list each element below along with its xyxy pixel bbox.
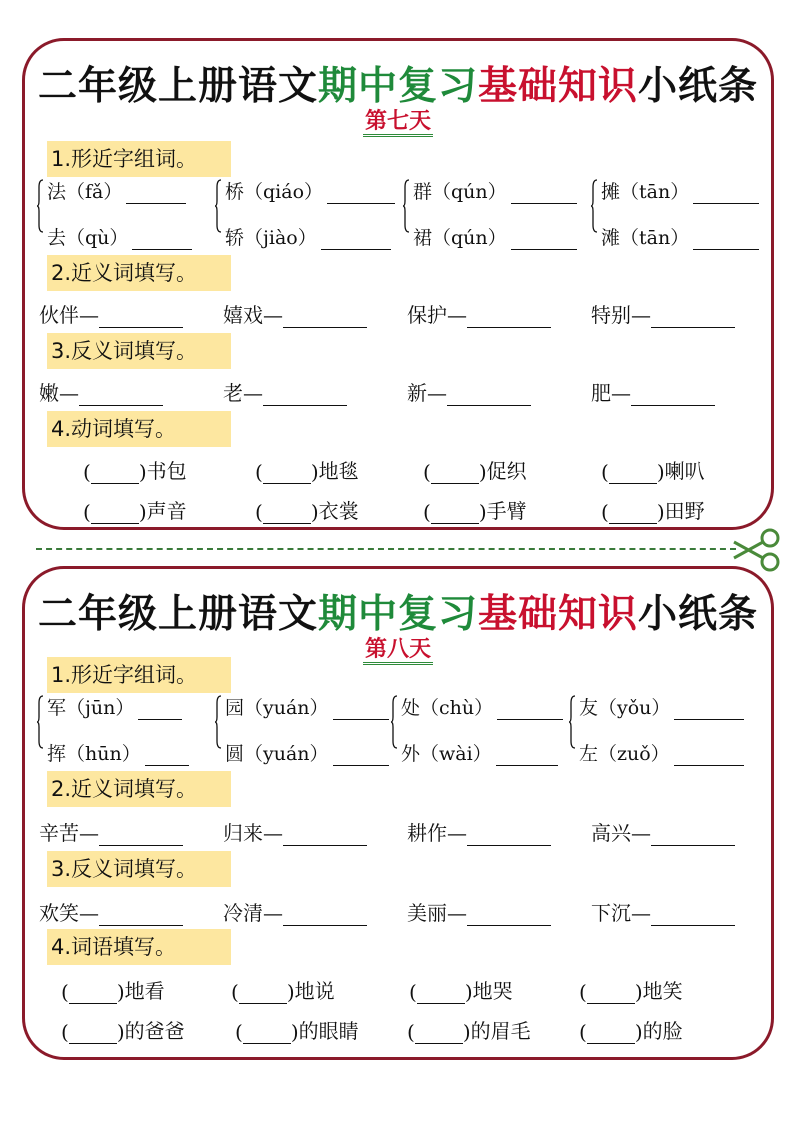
- antonym-item: 新—: [407, 377, 531, 406]
- char-group-1: [37, 175, 217, 249]
- answer-blank[interactable]: [263, 463, 311, 484]
- brace-icon: [391, 695, 398, 749]
- day-label: 第八天: [25, 632, 771, 663]
- answer-blank[interactable]: [263, 503, 311, 524]
- answer-blank[interactable]: [631, 387, 715, 406]
- answer-blank[interactable]: [651, 827, 735, 846]
- answer-blank[interactable]: [693, 231, 759, 250]
- fill-item: ( ) 的眼睛: [235, 1019, 359, 1044]
- char-group-4: [569, 691, 759, 765]
- synonym-item: 耕作—: [407, 817, 551, 846]
- antonym-item: 下沉—: [591, 897, 735, 926]
- fill-item: ( ) 书包: [83, 459, 187, 484]
- answer-blank[interactable]: [99, 309, 183, 328]
- answer-blank[interactable]: [327, 185, 395, 204]
- title-part-grade: 二年级上册语文: [37, 591, 318, 637]
- answer-blank[interactable]: [69, 1023, 117, 1044]
- synonym-item: 辛苦—: [39, 817, 183, 846]
- fill-item: ( ) 促织: [423, 459, 527, 484]
- answer-blank[interactable]: [69, 983, 117, 1004]
- fill-item: ( ) 喇叭: [601, 459, 705, 484]
- char-row: 军（jūn）: [47, 693, 182, 720]
- title-part-note: 小纸条: [638, 63, 759, 109]
- antonym-item: 美丽—: [407, 897, 551, 926]
- char-row: 滩（tān）: [601, 223, 759, 250]
- section-heading-antonyms: 3.反义词填写。: [47, 333, 231, 369]
- char-row: 裙（qún）: [413, 223, 577, 250]
- brace-icon: [37, 695, 44, 749]
- day-label: 第七天: [25, 104, 771, 135]
- answer-blank[interactable]: [651, 907, 735, 926]
- card-title: [25, 583, 771, 639]
- synonym-item: 高兴—: [591, 817, 735, 846]
- answer-blank[interactable]: [467, 907, 551, 926]
- answer-blank[interactable]: [467, 827, 551, 846]
- answer-blank[interactable]: [243, 1023, 291, 1044]
- char-group-3: [403, 175, 583, 249]
- answer-blank[interactable]: [693, 185, 759, 204]
- char-row: 摊（tān）: [601, 177, 759, 204]
- synonym-item: 保护—: [407, 299, 551, 328]
- char-row: 去（qù）: [47, 223, 192, 250]
- char-group-4: [591, 175, 771, 249]
- char-row: 群（qún）: [413, 177, 577, 204]
- answer-blank[interactable]: [609, 463, 657, 484]
- antonym-item: 老—: [223, 377, 347, 406]
- answer-blank[interactable]: [497, 701, 563, 720]
- answer-blank[interactable]: [333, 701, 389, 720]
- brace-icon: [569, 695, 576, 749]
- section-heading-phrases: 4.词语填写。: [47, 929, 231, 965]
- answer-blank[interactable]: [415, 1023, 463, 1044]
- char-row: 挥（hūn）: [47, 739, 189, 766]
- answer-blank[interactable]: [587, 983, 635, 1004]
- answer-blank[interactable]: [417, 983, 465, 1004]
- char-group-2: [215, 691, 395, 765]
- answer-blank[interactable]: [496, 747, 558, 766]
- answer-blank[interactable]: [239, 983, 287, 1004]
- char-row: 外（wài）: [401, 739, 558, 766]
- fill-item: ( ) 地哭: [409, 979, 513, 1004]
- answer-blank[interactable]: [99, 907, 183, 926]
- char-group-1: [37, 691, 217, 765]
- answer-blank[interactable]: [431, 503, 479, 524]
- brace-icon: [403, 179, 410, 233]
- answer-blank[interactable]: [511, 231, 577, 250]
- section-heading-verbs: 4.动词填写。: [47, 411, 231, 447]
- antonym-item: 肥—: [591, 377, 715, 406]
- card-title: [25, 55, 771, 111]
- brace-icon: [215, 695, 222, 749]
- section-heading-similar-chars: 1.形近字组词。: [47, 141, 231, 177]
- answer-blank[interactable]: [467, 309, 551, 328]
- section-heading-antonyms: 3.反义词填写。: [47, 851, 231, 887]
- answer-blank[interactable]: [145, 747, 189, 766]
- answer-blank[interactable]: [91, 463, 139, 484]
- synonym-item: 归来—: [223, 817, 367, 846]
- brace-icon: [591, 179, 598, 233]
- title-part-grade: 二年级上册语文: [37, 63, 318, 109]
- worksheet-card-day7: [22, 38, 774, 530]
- answer-blank[interactable]: [431, 463, 479, 484]
- char-row: 法（fǎ）: [47, 177, 186, 204]
- antonym-item: 冷清—: [223, 897, 367, 926]
- answer-blank[interactable]: [447, 387, 531, 406]
- fill-item: ( ) 田野: [601, 499, 705, 524]
- fill-item: ( ) 的爸爸: [61, 1019, 185, 1044]
- fill-item: ( ) 手臂: [423, 499, 527, 524]
- section-heading-similar-chars: 1.形近字组词。: [47, 657, 231, 693]
- answer-blank[interactable]: [321, 231, 391, 250]
- answer-blank[interactable]: [674, 747, 744, 766]
- answer-blank[interactable]: [283, 827, 367, 846]
- fill-item: ( ) 声音: [83, 499, 187, 524]
- answer-blank[interactable]: [674, 701, 744, 720]
- answer-blank[interactable]: [587, 1023, 635, 1044]
- answer-blank[interactable]: [79, 387, 163, 406]
- char-row: 桥（qiáo）: [225, 177, 395, 204]
- fill-item: ( ) 的眉毛: [407, 1019, 531, 1044]
- answer-blank[interactable]: [651, 309, 735, 328]
- antonym-item: 欢笑—: [39, 897, 183, 926]
- answer-blank[interactable]: [132, 231, 192, 250]
- title-part-note: 小纸条: [638, 591, 759, 637]
- section-heading-synonyms: 2.近义词填写。: [47, 771, 231, 807]
- scissors-icon: [730, 528, 782, 572]
- answer-blank[interactable]: [263, 387, 347, 406]
- section-heading-synonyms: 2.近义词填写。: [47, 255, 231, 291]
- answer-blank[interactable]: [283, 309, 367, 328]
- fill-item: ( ) 的脸: [579, 1019, 683, 1044]
- title-part-basics: 基础知识: [478, 63, 639, 109]
- title-part-basics: 基础知识: [478, 591, 639, 637]
- title-part-review: 期中复习: [317, 63, 478, 109]
- answer-blank[interactable]: [91, 503, 139, 524]
- answer-blank[interactable]: [283, 907, 367, 926]
- char-group-2: [215, 175, 395, 249]
- cut-line: [36, 548, 736, 550]
- char-row: 左（zuǒ）: [579, 739, 744, 766]
- answer-blank[interactable]: [333, 747, 389, 766]
- fill-item: ( ) 地毯: [255, 459, 359, 484]
- char-row: 圆（yuán）: [225, 739, 389, 766]
- char-group-3: [391, 691, 571, 765]
- answer-blank[interactable]: [511, 185, 577, 204]
- synonym-item: 嬉戏—: [223, 299, 367, 328]
- char-row: 园（yuán）: [225, 693, 389, 720]
- fill-item: ( ) 地笑: [579, 979, 683, 1004]
- brace-icon: [215, 179, 222, 233]
- worksheet-card-day8: [22, 566, 774, 1060]
- answer-blank[interactable]: [138, 701, 182, 720]
- char-row: 处（chù）: [401, 693, 563, 720]
- synonym-item: 伙伴—: [39, 299, 183, 328]
- fill-item: ( ) 地说: [231, 979, 335, 1004]
- brace-icon: [37, 179, 44, 233]
- answer-blank[interactable]: [609, 503, 657, 524]
- title-part-review: 期中复习: [317, 591, 478, 637]
- char-row: 友（yǒu）: [579, 693, 744, 720]
- char-row: 轿（jiào）: [225, 223, 391, 250]
- answer-blank[interactable]: [126, 185, 186, 204]
- answer-blank[interactable]: [99, 827, 183, 846]
- fill-item: ( ) 衣裳: [255, 499, 359, 524]
- synonym-item: 特别—: [591, 299, 735, 328]
- fill-item: ( ) 地看: [61, 979, 165, 1004]
- antonym-item: 嫩—: [39, 377, 163, 406]
